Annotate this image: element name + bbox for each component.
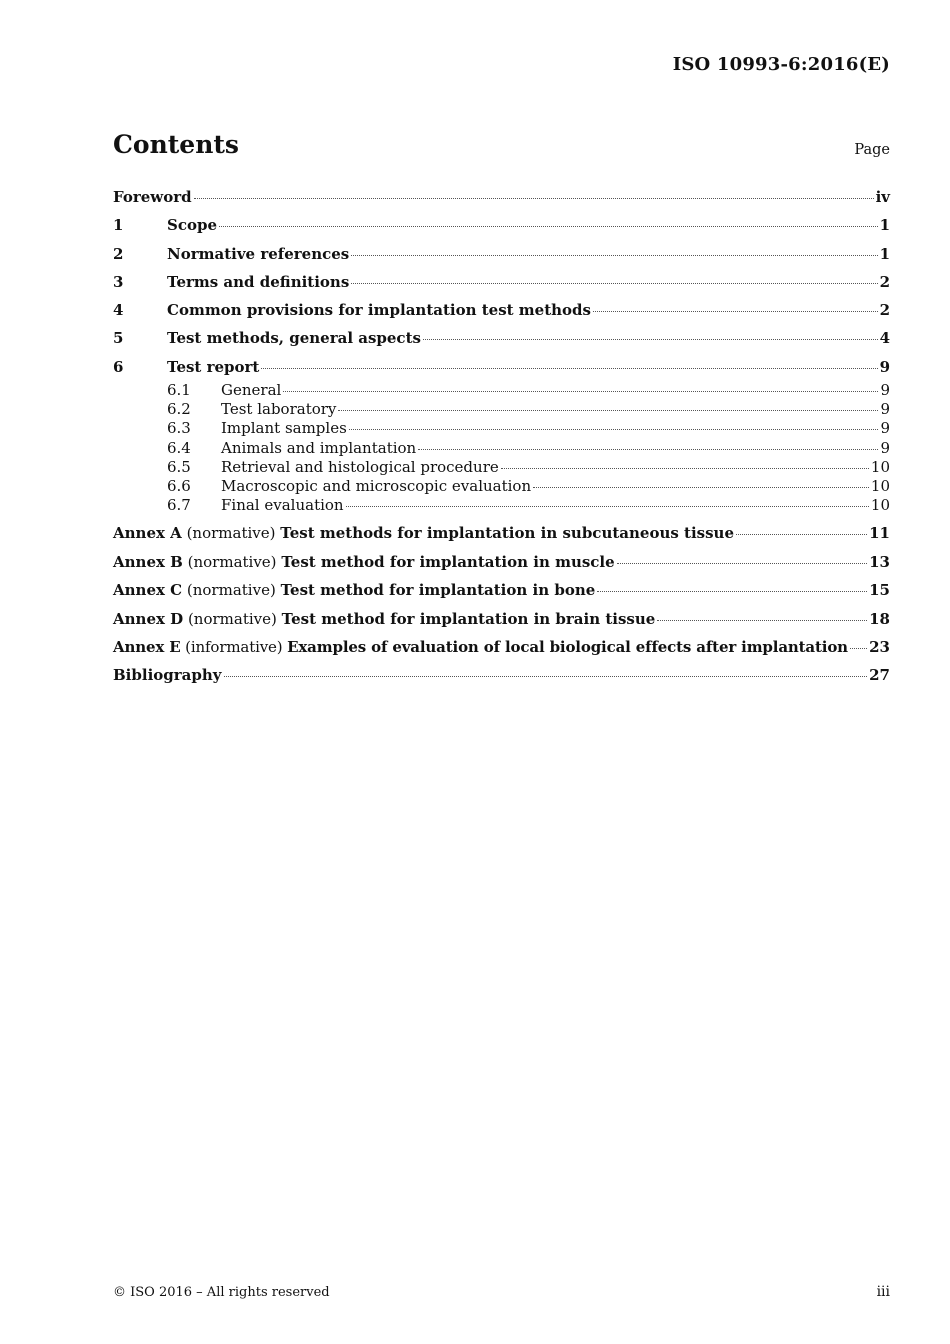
toc-entry-number: 3 <box>113 272 124 291</box>
toc-subentry-title: Test laboratory <box>221 400 337 419</box>
toc-subentry-title: Macroscopic and microscopic evaluation <box>221 477 532 496</box>
toc-subentry-number: 6.5 <box>167 457 191 476</box>
annex-label: Annex B <box>113 552 183 571</box>
toc-subentry-page: 10 <box>870 457 890 476</box>
toc-entry-title: Test report <box>167 357 260 376</box>
toc-annex-d[interactable] <box>113 605 890 633</box>
toc-entry-number: 6 <box>113 357 124 376</box>
annex-title: Test method for implantation in bone <box>280 581 596 600</box>
toc-subentry-number: 6.1 <box>167 381 191 400</box>
toc-entry-page: 27 <box>869 666 890 685</box>
toc-subentry-macroscopic-microscopic[interactable] <box>113 477 890 496</box>
toc-entry-title: Test methods, general aspects <box>167 329 421 348</box>
toc-entry-test-methods-general[interactable] <box>113 324 890 352</box>
toc-subentry-test-laboratory[interactable] <box>113 400 890 419</box>
toc-subentry-final-evaluation[interactable] <box>113 496 890 515</box>
toc-entry-normative-references[interactable] <box>113 240 890 268</box>
toc-entry-scope[interactable] <box>113 211 890 239</box>
toc-entry-title: Normative references <box>167 244 350 263</box>
toc-subentry-title: Final evaluation <box>221 496 344 515</box>
toc-entry-page: 2 <box>879 272 890 291</box>
dot-leader <box>194 198 874 199</box>
toc-entry-title: Terms and definitions <box>167 272 350 291</box>
toc-entry-title: Foreword <box>113 188 192 206</box>
toc-subentry-number: 6.7 <box>167 496 191 515</box>
toc-entry-title: Bibliography <box>113 666 222 685</box>
table-of-contents <box>113 183 890 690</box>
toc-subentry-animals-and-implantation[interactable] <box>113 439 890 458</box>
dot-leader <box>351 255 877 256</box>
toc-entry-page: 1 <box>879 216 890 235</box>
toc-entry-number: 1 <box>113 216 124 235</box>
annex-type: (normative) <box>187 609 277 628</box>
dot-leader <box>533 487 869 488</box>
dot-leader <box>349 429 879 430</box>
toc-subentry-title: Implant samples <box>221 419 347 438</box>
toc-subentry-page: 9 <box>880 400 890 419</box>
dot-leader <box>593 311 878 312</box>
annex-label: Annex C <box>113 581 183 600</box>
toc-annex-page: 11 <box>869 524 890 543</box>
annex-title: Examples of evaluation of local biological effects after implantation <box>287 637 848 656</box>
toc-annex-heading <box>113 576 595 604</box>
toc-entry-test-report[interactable] <box>113 353 890 381</box>
dot-leader <box>224 676 868 677</box>
dot-leader <box>850 648 867 649</box>
toc-entry-page: 2 <box>879 301 890 320</box>
annex-type: (normative) <box>186 581 276 600</box>
toc-annex-page: 23 <box>869 637 890 656</box>
toc-subentry-page: 9 <box>880 381 890 400</box>
contents-heading: Contents <box>113 130 240 159</box>
dot-leader <box>657 620 867 621</box>
toc-subentry-number: 6.4 <box>167 438 191 457</box>
toc-subentry-number: 6.3 <box>167 419 191 438</box>
dot-leader <box>346 506 869 507</box>
toc-annex-c[interactable] <box>113 576 890 604</box>
toc-entry-foreword[interactable] <box>113 183 890 211</box>
toc-subentry-title: Retrieval and histological procedure <box>221 457 499 476</box>
toc-entry-title: Scope <box>167 216 218 235</box>
toc-entry-page: iv <box>875 188 890 206</box>
annex-type: (informative) <box>185 637 283 656</box>
toc-annex-page: 18 <box>869 609 890 628</box>
toc-entry-terms-and-definitions[interactable] <box>113 268 890 296</box>
toc-entry-number: 4 <box>113 301 124 320</box>
toc-annex-heading <box>113 633 848 661</box>
dot-leader <box>219 226 878 227</box>
toc-entry-page: 9 <box>879 357 890 376</box>
annex-label: Annex E <box>113 637 181 656</box>
toc-subentry-number: 6.6 <box>167 477 191 496</box>
toc-subentry-retrieval-histological[interactable] <box>113 458 890 477</box>
annex-title: Test methods for implantation in subcutaneous tissue <box>280 524 734 543</box>
dot-leader <box>283 391 878 392</box>
toc-subentry-number: 6.2 <box>167 400 191 419</box>
toc-subentry-page: 9 <box>880 419 890 438</box>
annex-title: Test method for implantation in muscle <box>281 552 615 571</box>
annex-type: (normative) <box>187 552 277 571</box>
copyright-notice: © ISO 2016 – All rights reserved <box>113 1285 330 1300</box>
dot-leader <box>418 449 878 450</box>
toc-subentry-title: General <box>221 381 282 400</box>
dot-leader <box>423 339 878 340</box>
annex-label: Annex D <box>113 609 184 628</box>
dot-leader <box>261 368 877 369</box>
toc-annex-e[interactable] <box>113 633 890 661</box>
toc-annex-heading <box>113 519 734 547</box>
dot-leader <box>597 591 867 592</box>
toc-entry-number: 2 <box>113 244 124 263</box>
dot-leader <box>351 283 877 284</box>
toc-annex-heading <box>113 548 615 576</box>
toc-annex-page: 13 <box>869 552 890 571</box>
toc-subentry-page: 10 <box>870 496 890 515</box>
page-number: iii <box>876 1284 890 1300</box>
toc-subentry-page: 10 <box>870 477 890 496</box>
toc-annex-heading <box>113 605 655 633</box>
document-id: ISO 10993-6:2016(E) <box>672 54 890 75</box>
dot-leader <box>736 534 867 535</box>
toc-subentry-general[interactable] <box>113 381 890 400</box>
toc-annex-b[interactable] <box>113 548 890 576</box>
toc-subentry-implant-samples[interactable] <box>113 419 890 438</box>
dot-leader <box>617 563 867 564</box>
toc-entry-bibliography[interactable] <box>113 661 890 689</box>
dot-leader <box>338 410 878 411</box>
annex-label: Annex A <box>113 524 182 543</box>
toc-entry-common-provisions[interactable] <box>113 296 890 324</box>
dot-leader <box>501 468 869 469</box>
toc-annex-a[interactable] <box>113 519 890 547</box>
annex-title: Test method for implantation in brain tissue <box>281 609 656 628</box>
toc-subentry-title: Animals and implantation <box>221 438 417 457</box>
toc-subentry-page: 9 <box>880 438 890 457</box>
toc-entry-page: 1 <box>879 244 890 263</box>
toc-annex-page: 15 <box>869 581 890 600</box>
toc-entry-number: 5 <box>113 329 124 348</box>
page-column-label: Page <box>854 142 890 158</box>
annex-type: (normative) <box>186 524 276 543</box>
toc-entry-page: 4 <box>879 329 890 348</box>
toc-entry-title: Common provisions for implantation test methods <box>167 301 591 320</box>
